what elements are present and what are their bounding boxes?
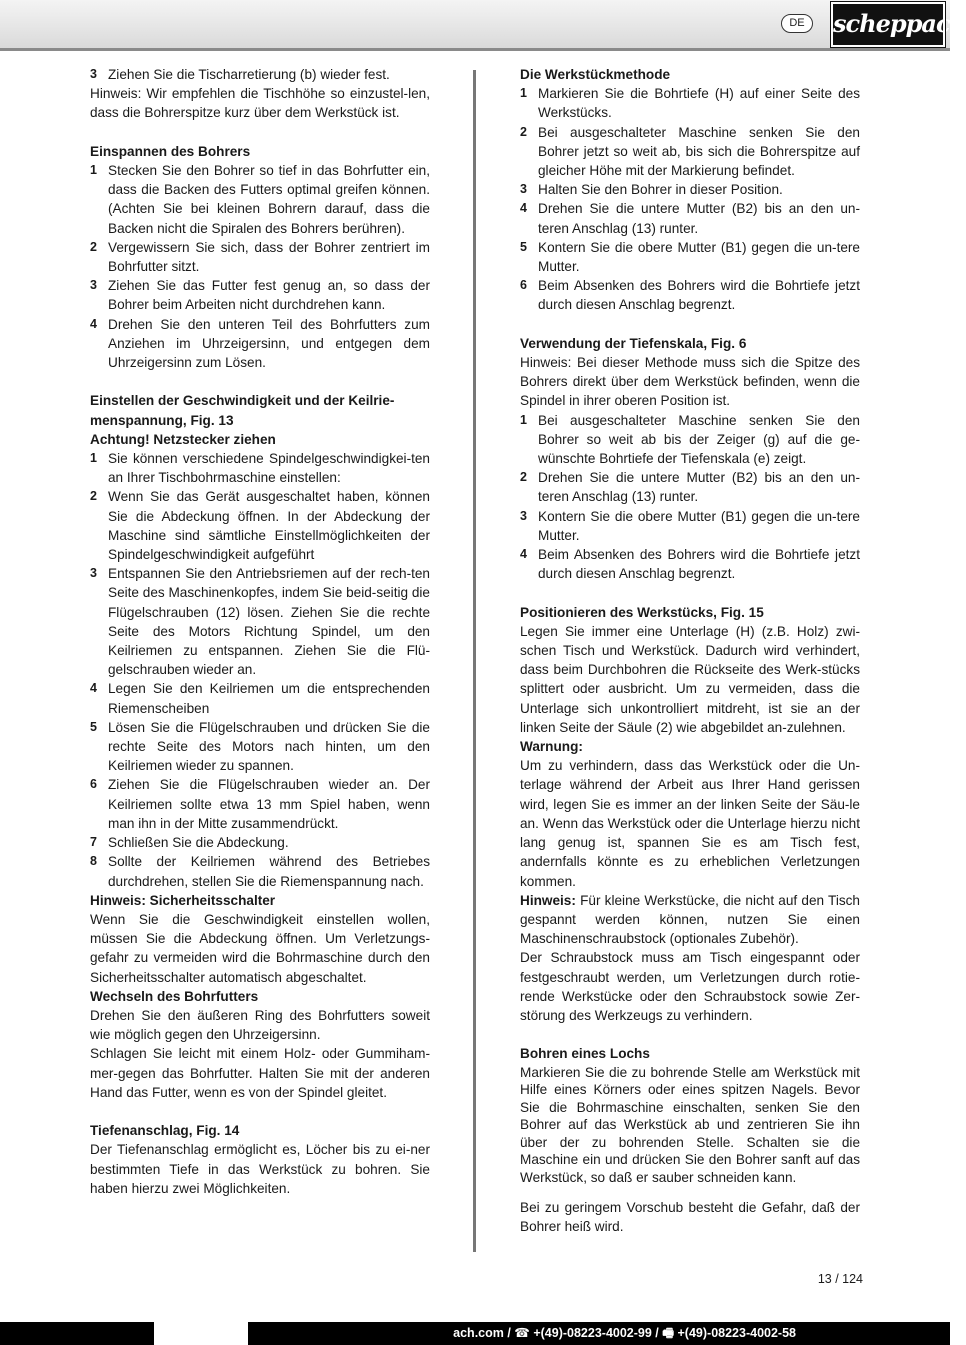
intro-list (90, 65, 430, 84)
left-column (90, 65, 430, 1198)
section-title-drilling-hole: Bohren eines Lochs (520, 1046, 650, 1062)
footer-gap (154, 1322, 248, 1345)
section-title-speed: Einstellen der Geschwindigkeit und der Keilrie-menspannung, Fig. 13 (90, 393, 395, 428)
depth-stop-text: Der Tiefenanschlag ermöglicht es, Löcher bis zu ei-ner bestimmten Tiefe in das Werkstück zu bohren. Sie haben hierzu zwei Möglichkeiten. (90, 1142, 430, 1196)
feed-warning-text: Bei zu geringem Vorschub besteht die Gefahr, daß der Bohrer heiß wird. (520, 1199, 860, 1234)
section-title-clamp: Einspannen des Bohrers (90, 143, 251, 159)
workpiece-method-list (520, 84, 860, 314)
list-item: 7 Schließen Sie die Abdeckung. (90, 835, 289, 851)
brand-logo: scheppach (831, 2, 945, 47)
table-height-hint: Hinweis: Wir empfehlen die Tischhöhe so einzustel-len, dass die Bohrerspitze kurz über dem Werkstück ist. (90, 86, 430, 121)
list-item: 2 Wenn Sie das Gerät ausgeschaltet haben, können Sie die Abdeckung öffnen. In der Abdeckung der Maschine sind sämtliche Einstellmöglichkeiten der Spindelgeschwindigkeit aufgeführt (90, 489, 430, 563)
language-badge: DE (781, 14, 813, 33)
clamp-list (90, 161, 430, 372)
list-item: 3 Ziehen Sie das Futter fest genug an, so dass der Bohrer beim Arbeiten nicht durchdrehen kann. (90, 278, 430, 313)
warning-text: Um zu verhindern, dass das Werkstück oder die Un-terlage während der Arbeit aus Ihrer Hand gerissen wird, legen Sie es immer an der linken Seite der Säu-le an. Wenn das Werkstück oder die Unterlage hierzu nicht lang genug ist, spannen Sie es am Tisch fest, andernfalls könnte es zu erheblichen Verletzungen kommen. (520, 758, 860, 889)
list-item: 5 Kontern Sie die obere Mutter (B1) gegen die un-tere Mutter. (520, 239, 860, 275)
speed-list (90, 449, 430, 891)
positioning-text: Legen Sie immer eine Unterlage (H) (z.B. Holz) zwi-schen Tisch und Werkstück. Dadurch wird verhindert, dass beim Durchbohren die Rückseite des Werk-stücks splittert oder ausbricht. Um zu vermeiden, dass die Unterlage sich unkontrolliert mitdreht, ist sie an der linken Seite der Säule (2) wie abgebildet an-zulehnen. (520, 623, 860, 735)
list-item: 2 Drehen Sie die untere Mutter (B2) bis an den un-teren Anschlag (13) runter. (520, 470, 860, 505)
drilling-hole-text: Markieren Sie die zu bohrende Stelle am Werkstück mit Hilfe eines Körners oder eines spitzen Nagels. Bevor Sie die Bohrmaschine einschalten, senken Sie den Bohrer auf das Werkstück ab und zentrieren Sie ihn über der zu bohrenden Stelle. Schalten sie die Maschine ein und drücken Sie den Bohrer sanft auf das Werkstück, so daß er sauber schneiden kann. (520, 1064, 860, 1186)
footer-contact: ach.com / ☎ +(49)-08223-4002-99 / 🖷 +(49)-08223-4002-58 (453, 1326, 796, 1340)
section-title-workpiece-method: Die Werkstückmethode (520, 67, 671, 82)
chuck-text-2: Schlagen Sie leicht mit einem Holz- oder Gummiham-mer-gegen das Bohrfutter. Halten Sie mit der anderen Hand das Futter, wenn es von der Spindel gleitet. (90, 1046, 430, 1100)
section-title-safety-switch: Hinweis: Sicherheitsschalter (90, 892, 276, 908)
list-item: 1 Sie können verschiedene Spindelgeschwindigkei-ten an Ihrer Tischbohrmaschine einstellen: (90, 451, 430, 486)
list-item: 8 Sollte der Keilriemen während des Betriebes durchdrehen, stellen Sie die Riemenspannung nach. (90, 854, 430, 889)
vise-text: Der Schraubstock muss am Tisch eingespannt oder festgeschraubt werden, um Verletzungen durch rotie-rende Werkstücke oder den Schraubstock sowie Zer-störung des Werkzeugs zu verhindern. (520, 950, 860, 1023)
small-workpiece-hint (520, 891, 860, 949)
safety-switch-text: Wenn Sie die Geschwindigkeit einstellen wollen, müssen Sie die Abdeckung öffnen. Um Verletzungs-gefahr zu vermeiden wird die Bohrmaschine durch den Sicherheitsschalter automatisch abgeschaltet. (90, 911, 430, 985)
section-title-positioning: Positionieren des Werkstücks, Fig. 15 (520, 604, 764, 620)
list-item: 5 Lösen Sie die Flügelschrauben und drücken Sie die rechte Seite des Motors nach hinten, um den Keilriemen wieder zu spannen. (90, 719, 430, 774)
list-item: 2 Vergewissern Sie sich, dass der Bohrer zentriert im Bohrfutter sitzt. (90, 239, 430, 275)
list-item: 4 Drehen Sie den unteren Teil des Bohrfutters zum Anziehen im Uhrzeigersinn, und entgegen dem Uhrzeigersinn zum Lösen. (90, 316, 430, 371)
section-title-chuck: Wechseln des Bohrfutters (90, 988, 259, 1004)
section-title-depth-scale: Verwendung der Tiefenskala, Fig. 6 (520, 335, 747, 351)
column-divider (473, 70, 476, 1252)
section-title-depth-stop: Tiefenanschlag, Fig. 14 (90, 1123, 240, 1139)
list-item: 4 Drehen Sie die untere Mutter (B2) bis an den un-teren Anschlag (13) runter. (520, 201, 860, 236)
hint-label: Hinweis: (520, 892, 576, 908)
list-item: 1 Stecken Sie den Bohrer so tief in das Bohrfutter ein, dass die Backen des Futters optimal greifen können. (Achten Sie bei kleinen Bohrern darauf, dass die Backen nicht die Spiralen des Bohrers berühren). (90, 163, 430, 236)
list-item: 3 Halten Sie den Bohrer in dieser Position. (520, 182, 783, 198)
list-item: 4 Legen Sie den Keilriemen um die entsprechenden Riemenscheiben (90, 681, 430, 716)
chuck-text-1: Drehen Sie den äußeren Ring des Bohrfutters soweit wie möglich gegen den Uhrzeigersinn. (90, 1007, 430, 1043)
depth-scale-list (520, 411, 860, 584)
warning-title: Warnung: (520, 739, 583, 755)
unplug-warning: Achtung! Netzstecker ziehen (90, 431, 276, 447)
list-item: 2 Bei ausgeschalteter Maschine senken Sie den Bohrer jetzt so weit ab, bis sich die Bohrerspitze auf gleicher Höhe mit der Markierung befindet. (520, 124, 860, 179)
list-item: 3 Ziehen Sie die Tischarretierung (b) wieder fest. (90, 67, 390, 82)
list-item: 3 Entspannen Sie den Antriebsriemen auf der rech-ten Seite des Maschinenkopfes, indem Sie beid-seitig die Flügelschrauben (12) lösen. Ziehen Sie die rechte Seite des Motors Richtung Spindel, um den Keilriemen zu entspannen. Ziehen Sie die Flü-gelschrauben wieder an. (90, 566, 430, 678)
right-column (520, 65, 860, 1236)
depth-scale-hint: Hinweis: Bei dieser Methode muss sich die Spitze des Bohrers direkt über dem Werkstück befinden, wenn die Spindel in ihrer oberen Position ist. (520, 355, 860, 409)
hint-text: Für kleine Werkstücke, die nicht auf den Tisch gespannt werden können, nutzen Sie einen Maschinenschraubstock (optionales Zubehör). (520, 892, 860, 947)
list-item: 4 Beim Absenken des Bohrers wird die Bohrtiefe jetzt durch diesen Anschlag begrenzt. (520, 547, 860, 582)
list-item: 3 Kontern Sie die obere Mutter (B1) gegen die un-tere Mutter. (520, 508, 860, 543)
page-number: 13 / 124 (817, 1272, 863, 1286)
list-item: 1 Bei ausgeschalteter Maschine senken Sie den Bohrer so weit ab bis der Zeiger (g) auf die ge-wünschte Bohrtiefe der Tiefenskala (e) zeigt. (520, 412, 860, 467)
list-item: 1 Markieren Sie die Bohrtiefe (H) auf einer Seite des Werkstücks. (520, 86, 860, 121)
list-item: 6 Beim Absenken des Bohrers wird die Bohrtiefe jetzt durch diesen Anschlag begrenzt. (520, 278, 860, 313)
list-item: 6 Ziehen Sie die Flügelschrauben wieder an. Der Keilriemen sollte etwa 13 mm Spiel haben, wenn man ihn in der Mitte zusammendrückt. (90, 777, 430, 831)
